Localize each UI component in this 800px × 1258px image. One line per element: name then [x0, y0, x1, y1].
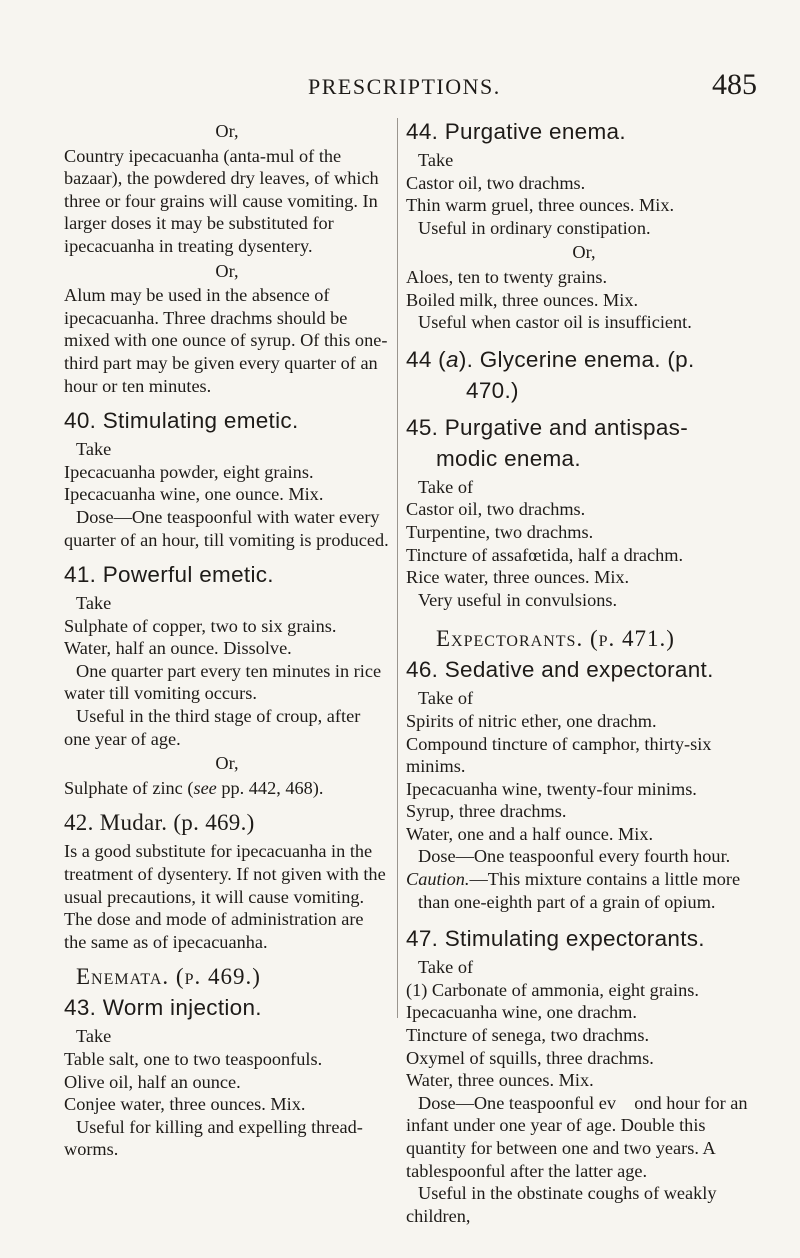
useful-text: Useful for killing and expelling thread-worms. [64, 1116, 363, 1160]
take-label: Take [76, 593, 112, 614]
ingredient-line: (1) Carbonate of ammonia, eight grains. [406, 979, 699, 1000]
heading-41: 41. Powerful emetic. [64, 562, 274, 588]
running-header [0, 68, 800, 108]
useful-text: Useful in the third stage of croup, after one year of age. [64, 706, 361, 749]
heading-42: 42. Mudar. (p. 469.) [64, 810, 255, 836]
running-title: PRESCRIPTIONS. [308, 74, 501, 99]
take-label: Take [76, 439, 112, 460]
useful-text: Useful in ordinary constipation. [418, 217, 651, 238]
take-label: Take of [418, 476, 474, 497]
left-column [64, 118, 390, 1161]
enemata-heading: Enemata. (p. 469.) [76, 964, 261, 990]
ingredient-line: Ipecacuanha wine, one drachm. [406, 1002, 637, 1023]
ingredient-line: Ipecacuanha wine, twenty-four minims. [406, 778, 697, 799]
ingredient-line: Water, one and a half ounce. Mix. [406, 823, 654, 844]
ingredient-line: Sulphate of copper, two to six grains. [64, 615, 337, 636]
ingredient-line: Castor oil, two drachms. [406, 499, 586, 520]
ingredient-line: Rice water, three ounces. Mix. [406, 567, 630, 588]
ingredient-line: Ipecacuanha powder, eight grains. [64, 461, 314, 482]
useful-text: Useful when castor oil is insufficient. [418, 312, 692, 333]
caution-text: Caution.—This mixture contains a little more than one-eighth part of a grain of opium. [406, 869, 741, 912]
ingredient-line: Syrup, three drachms. [406, 801, 567, 822]
instruction-text: One quarter part every ten minutes in rice water till vomiting occurs. [64, 660, 382, 704]
page-number: 485 [712, 68, 757, 101]
or-separator: Or, [215, 260, 239, 281]
ingredient-line: Boiled milk, three ounces. Mix. [406, 289, 639, 310]
or-separator: Or, [215, 121, 239, 141]
ingredient-line: Tincture of senega, two drachms. [406, 1025, 650, 1046]
take-label: Take of [418, 688, 474, 709]
ingredient-line: Castor oil, two drachms. [406, 172, 586, 193]
ingredient-line: Compound tincture of camphor, thirty-six minims. [406, 733, 712, 777]
alum-paragraph: Alum may be used in the absence of ipecacuanha. Three drachms should be mixed with one ounce of syrup. Of this one-third part may be given every quarter of an hour or ten minutes. [64, 285, 388, 396]
heading-44a-cont: 470.) [466, 377, 519, 403]
ingredient-line: Spirits of nitric ether, one drachm. [406, 710, 657, 731]
column-divider [397, 118, 398, 1018]
heading-46: 46. Sedative and expectorant. [406, 657, 714, 683]
heading-47: 47. Stimulating expectorants. [406, 926, 705, 952]
expectorants-heading: Expectorants. (p. 471.) [436, 626, 675, 652]
take-label: Take of [418, 957, 474, 978]
heading-44a: 44 (a). Glycerine enema. (p. [406, 346, 695, 372]
ingredient-line: Water, three ounces. Mix. [406, 1070, 594, 1091]
ingredient-line: Thin warm gruel, three ounces. Mix. [406, 195, 675, 216]
mudar-paragraph: Is a good substitute for ipecacuanha in the treatment of dysentery. If not given with the usual precautions, it will cause vomiting. The dose and mode of administration are the same as of ipecacuanha. [64, 841, 386, 952]
ingredient-line: Olive oil, half an ounce. [64, 1071, 241, 1092]
ingredient-line: Oxymel of squills, three drachms. [406, 1047, 654, 1068]
ingredient-line: Turpentine, two drachms. [406, 521, 594, 542]
dose-text: Dose—One teaspoonful every fourth hour. [418, 846, 731, 867]
heading-44: 44. Purgative enema. [406, 119, 626, 144]
ingredient-line: Table salt, one to two teaspoonfuls. [64, 1049, 323, 1069]
heading-43: 43. Worm injection. [64, 995, 262, 1021]
zinc-line: Sulphate of zinc (see pp. 442, 468). [64, 777, 324, 798]
ingredient-line: Ipecacuanha wine, one ounce. Mix. [64, 484, 324, 505]
heading-45-cont: modic enema. [436, 445, 581, 471]
ingredient-line: Aloes, ten to twenty grains. [406, 266, 608, 287]
ingredient-line: Tincture of assafœtida, half a drachm. [406, 544, 684, 565]
heading-45: 45. Purgative and antispas- [406, 414, 689, 440]
useful-text: Very useful in convulsions. [418, 589, 618, 610]
dose-text: Dose—One teaspoonful with water every quarter of an hour, till vomiting is produced. [64, 506, 389, 550]
country-ipecacuanha-paragraph: Country ipecacuanha (anta-mul of the bazaar), the powdered dry leaves, of which three or four grains will cause vomiting. In larger doses it may be substituted for ipecacuanha in treating dysentery. [64, 145, 379, 256]
right-column [406, 118, 762, 1227]
take-label: Take [76, 1026, 112, 1047]
or-separator: Or, [572, 242, 596, 263]
useful-text: Useful in the obstinate coughs of weakly children, [406, 1183, 717, 1226]
ingredient-line: Water, half an ounce. Dissolve. [64, 638, 292, 659]
ingredient-line: Conjee water, three ounces. Mix. [64, 1094, 306, 1115]
dose-text: Dose—One teaspoonful ev⁠ ⁠ ⁠ ⁠ ⁠ond hour for an infant under one year of age. Double this quantity for between one and two years. A tablespoonful after the latter age. [406, 1092, 748, 1181]
or-separator: Or, [215, 753, 239, 774]
take-label: Take [418, 150, 454, 170]
heading-40: 40. Stimulating emetic. [64, 408, 299, 434]
